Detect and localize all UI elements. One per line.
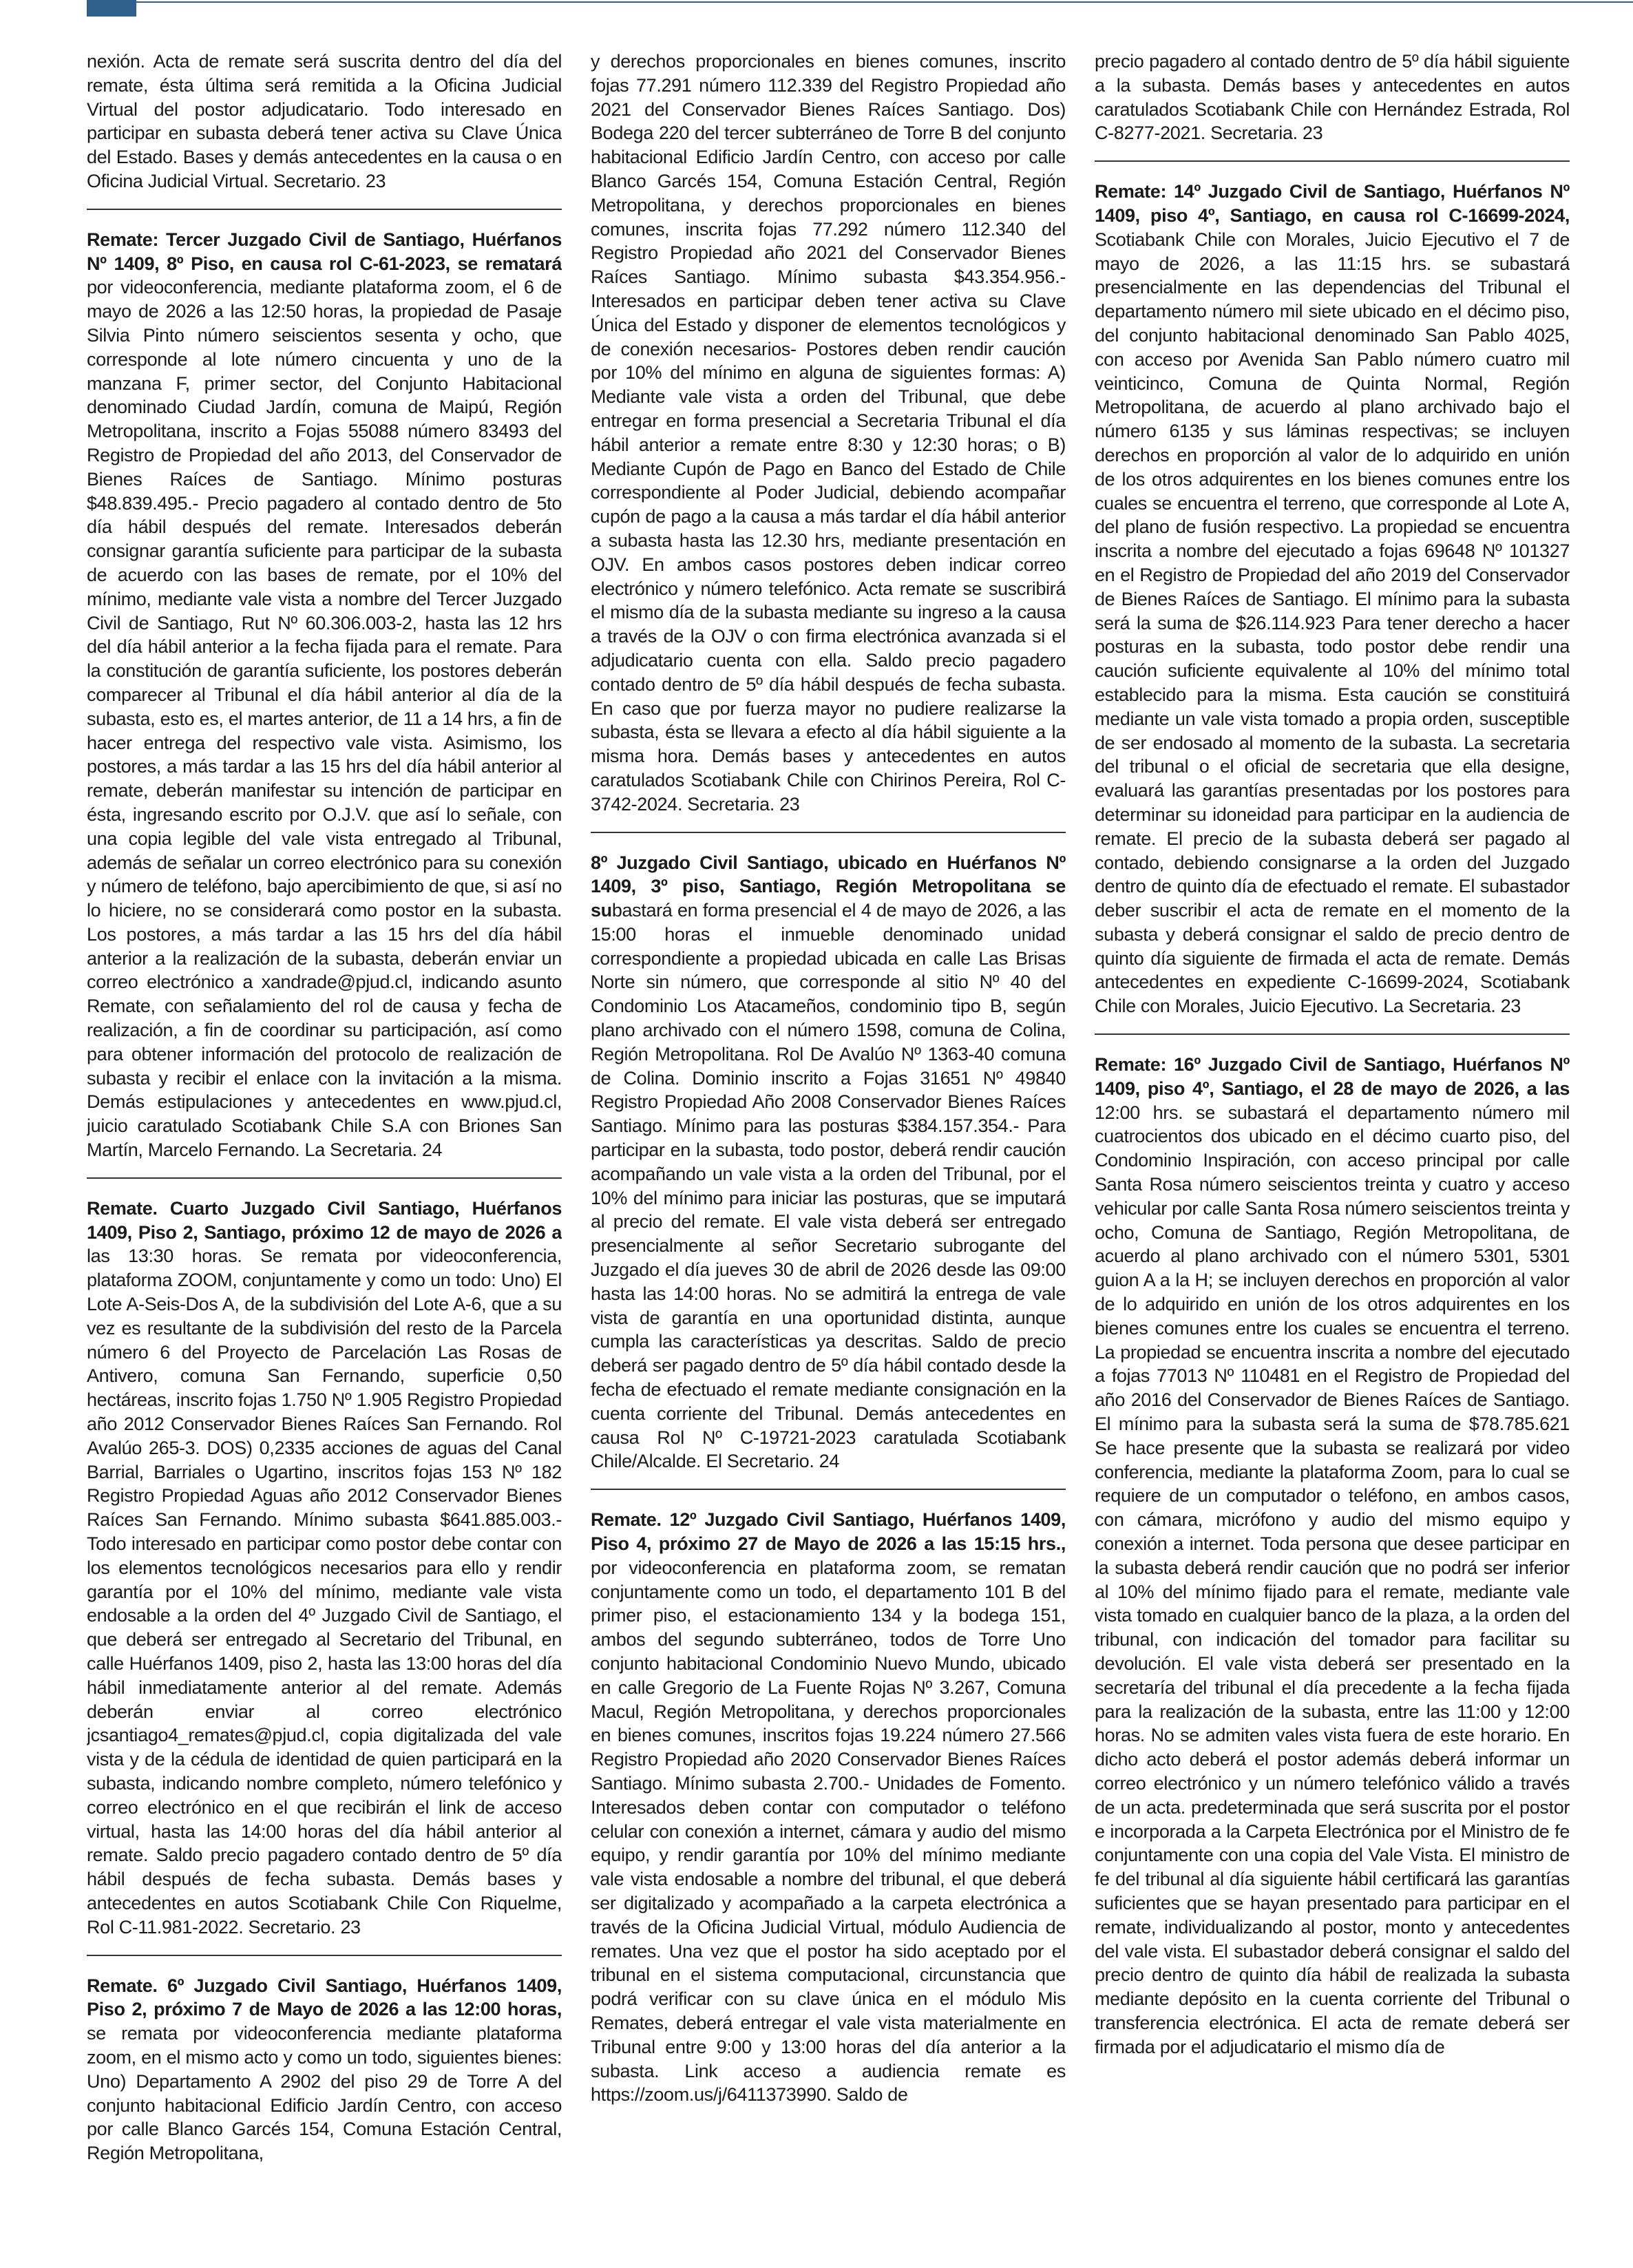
notice-body: nexión. Acta de remate será suscrita dentro del día del remate, ésta última será remitida a la Oficina Judicial Virtual del postor adjudicatario. Todo interesado en participar en subasta deberá tener activa su Clave Única del Estado. Bases y demás antecedentes en la causa o en Oficina Judicial Virtual. Secretario. 23 [87,51,562,191]
column-1 [87,50,562,2253]
notice-heading: Remate. 6º Juzgado Civil Santiago, Huérfanos 1409, Piso 2, próximo 7 de Mayo de 2026 a las 12:00 horas, [87,1975,562,2020]
notice-heading: Remate: Tercer Juzgado Civil de Santiago, Huérfanos Nº 1409, 8º Piso, en causa rol C-61-2023, se rematará [87,229,562,274]
column-2 [591,50,1066,2253]
notice-body: las 13:30 horas. Se remata por videoconferencia, plataforma ZOOM, conjuntamente y como un todo: Uno) El Lote A-Seis-Dos A, de la subdivisión del Lote A-6, que a su vez es resultante de la subdivisión del resto de la Parcela número 6 del Proyecto de Parcelación Las Rosas de Antivero, comuna San Fernando, superficie 0,50 hectáreas, inscrito fojas 1.750 Nº 1.905 Registro Propiedad año 2012 Conservador Bienes Raíces San Fernando. Rol Avalúo 265-3. DOS) 0,2335 acciones de aguas del Canal Barrial, Barriales o Ugartino, inscritos fojas 153 Nº 182 Registro Propiedad Aguas año 2012 Conservador Bienes Raíces San Fernando. Mínimo subasta $641.885.003.- Todo interesado en participar como postor debe contar con los elementos tecnológicos necesarios para ello y rendir garantía por el 10% del mínimo, mediante vale vista endosable a la orden del 4º Juzgado Civil de Santiago, el que deberá ser entregado al Secretario del Tribunal, en calle Huérfanos 1409, piso 2, hasta las 13:00 horas del día hábil inmediatamente anterior al del remate. Además deberán enviar al correo electrónico jcsantiago4_remates@pjud.cl, copia digitalizada del vale vista y de la cédula de identidad de quien participará en la subasta, indicando nombre completo, número telefónico y correo electrónico en el que recibirán el link de acceso virtual, hasta las 14:00 horas del día hábil anterior al remate. Saldo precio pagadero contado dentro de 5º día hábil después de fecha subasta. Demás bases y antecedentes en autos Scotiabank Chile Con Riquelme, Rol C-11.981-2022. Secretario. 23 [87,1246,562,1938]
column-3 [1095,50,1570,2253]
notice-heading: Remate. 12º Juzgado Civil Santiago, Huérfanos 1409, Piso 4, próximo 27 de Mayo de 2026 a las 15:15 hrs., [591,1509,1066,1555]
notice-separator [87,1177,562,1179]
notice-body: 12:00 hrs. se subastará el departamento número mil cuatrocientos dos ubicado en el décimo cuarto piso, del Condominio Inspiración, con acceso principal por calle Santa Rosa número seiscientos treinta y cuatro y acceso vehicular por calle Santa Rosa número seiscientos treinta y ocho, Comuna de Santiago, Región Metropolitana, de acuerdo al plano archivado con el número 5301, 5301 guion A a la H; se incluyen derechos en proporción al valor de lo adquirido en unión de los otros adquirentes en los bienes comunes entre los cuales se encuentra el terreno. La propiedad se encuentra inscrita a nombre del ejecutado a fojas 77013 Nº 110481 en el Registro de Propiedad del año 2016 del Conservador de Bienes Raíces de Santiago. El mínimo para la subasta será la suma de $78.785.621 Se hace presente que la subasta se realizará por video conferencia, mediante la plataforma Zoom, para lo cual se requiere de un computador o teléfono, en ambos casos, con cámara, micrófono y audio del mismo equipo y conexión a internet. Toda persona que desee participar en la subasta deberá rendir caución que no podrá ser inferior al 10% del mínimo fijado para el remate, mediante vale vista tomado en cualquier banco de la plaza, a la orden del tribunal, con indicación del tomador para facilitar su devolución. El vale vista deberá ser presentado en la secretaría del tribunal el día precedente a la fecha fijada para la realización de la subasta, entre las 11:00 y 12:00 horas. No se admiten vales vista fuera de este horario. En dicho acto deberá el postor además deberá informar un correo electrónico y un número telefónico válido a través de un acta. predeterminada que será suscrita por el postor e incorporada a la Carpeta Electrónica por el Ministro de fe conjuntamente con una copia del Vale Vista. El ministro de fe del tribunal al día siguiente hábil certificará las garantías suficientes que se hayan presentado para participar en el remate, individualizando al postor, monto y antecedentes del vale vista. El subastador deberá consignar el saldo del precio dentro de quinto día hábil de realizada la subasta mediante depósito en la cuenta corriente del Tribunal o transferencia electrónica. El acta de remate deberá ser firmada por el adjudicatario el mismo día de [1095,1102,1570,2057]
notice-cuarto-juzgado [87,1197,562,1940]
notice-body: se remata por videoconferencia mediante plataforma zoom, en el mismo acto y como un todo, siguientes bienes: Uno) Departamento A 2902 del piso 29 de Torre A del conjunto habitacional Edificio Jardín Centro, con acceso por calle Blanco Garcés 154, Comuna Estación Central, Región Metropolitana, [87,2023,562,2164]
notice-sexto-juzgado [87,1974,562,2165]
notice-separator [591,1489,1066,1490]
notice-separator [591,832,1066,833]
notice-heading: Remate. Cuarto Juzgado Civil Santiago, Huérfanos 1409, Piso 2, Santiago, próximo 12 de mayo de 2026 a [87,1197,562,1243]
notice-separator [1095,160,1570,162]
notice-tercer-juzgado [87,228,562,1162]
notice-decimosexto-juzgado [1095,1053,1570,2059]
notice-continuation [87,50,562,193]
notice-body: precio pagadero al contado dentro de 5º día hábil siguiente a la subasta. Demás bases y antecedentes en autos caratulados Scotiabank Chile con Hernández Estrada, Rol C-8277-2021. Secretaria. 23 [1095,51,1570,144]
notice-continuation [591,50,1066,817]
notice-continuation [1095,50,1570,145]
notice-separator [87,1955,562,1956]
notice-body: y derechos proporcionales en bienes comunes, inscrito fojas 77.291 número 112.339 del Registro Propiedad año 2021 del Conservador Bienes Raíces Santiago. Dos) Bodega 220 del tercer subterráneo de Torre B del conjunto habitacional Edificio Jardín Centro, con acceso por calle Blanco Garcés 154, Comuna Estación Central, Región Metropolitana, y derechos proporcionales en bienes comunes, inscrita fojas 77.292 número 112.340 del Registro Propiedad año 2021 del Conservador Bienes Raíces Santiago. Mínimo subasta $43.354.956.- Interesados en participar deben tener activa su Clave Única del Estado y disponer de elementos tecnológicos y de conexión necesarios- Postores deben rendir caución por 10% del mínimo en alguna de siguientes formas: A) Mediante vale vista a orden del Tribunal, que debe entregar en forma presencial a Secretaria Tribunal el día hábil anterior a remate entre 8:30 y 12:30 horas; o B) Mediante Cupón de Pago en Banco del Estado de Chile correspondiente al Poder Judicial, debiendo acompañar cupón de pago a la causa a más tardar el día hábil anterior a subasta hasta las 12.30 hrs, mediante presentación en OJV. En ambos casos postores deben indicar correo electrónico y número telefónico. Acta remate se suscribirá el mismo día de la subasta mediante su ingreso a la causa a través de la OJV o con firma electrónica avanzada si el adjudicatario cuenta con ella. Saldo precio pagadero contado dentro de 5º día hábil después de fecha subasta. En caso que por fuerza mayor no pudiere realizarse la subasta, ésta se llevara a efecto al día hábil siguiente a la misma hora. Demás bases y antecedentes en autos caratulados Scotiabank Chile con Chirinos Pereira, Rol C-3742-2024. Secretaria. 23 [591,51,1066,815]
notice-body: por videoconferencia en plataforma zoom, se rematan conjuntamente como un todo, el departamento 101 B del primer piso, el estacionamiento 134 y la bodega 151, ambos del segundo subterráneo, todos de Torre Uno conjunto habitacional Condominio Nuevo Mundo, ubicado en calle Gregorio de La Fuente Rojas Nº 3.267, Comuna Macul, Región Metropolitana, y derechos proporcionales en bienes comunes, inscritos fojas 19.224 número 27.566 Registro Propiedad año 2020 Conservador Bienes Raíces Santiago. Mínimo subasta 2.700.- Unidades de Fomento. Interesados deben contar con computador o teléfono celular con conexión a internet, cámara y audio del mismo equipo, y rendir garantía por 10% del mínimo mediante vale vista endosable a nombre del tribunal, el que deberá ser digitalizado y acompañado a la carpeta electrónica a través de la Oficina Judicial Virtual, módulo Audiencia de remates. Una vez que el postor ha sido aceptado por el tribunal en el sistema computacional, circunstancia que podrá verificar con su clave única en el módulo Mis Remates, deberá entregar el vale vista materialmente en Tribunal entre 9:00 y 13:00 horas del día anterior a la subasta. Link acceso a audiencia remate es https://zoom.us/j/6411373990. Saldo de [591,1557,1066,2106]
top-accent-block [87,0,136,17]
top-rule [0,0,1633,4]
notice-heading: 8º Juzgado Civil Santiago, ubicado en Huérfanos Nº 1409, 3º piso, Santiago, Región Metropolitana se su [591,852,1066,921]
notice-body: Scotiabank Chile con Morales, Juicio Ejecutivo el 7 de mayo de 2026, a las 11:15 hrs. se subastará presencialmente en las dependencias del Tribunal el departamento número mil siete ubicado en el décimo piso, del conjunto habitacional denominado San Pablo 4025, con acceso por Avenida San Pablo número cuatro mil veinticinco, Comuna de Quinta Normal, Región Metropolitana, de acuerdo al plano archivado bajo el número 6135 y sus láminas respectivas; se incluyen derechos en proporción al valor de lo adquirido en unión de los otros adquirentes en los bienes comunes entre los cuales se encuentra el terreno, que corresponde al Lote A, del plano de fusión respectivo. La propiedad se encuentra inscrita a nombre del ejecutado a fojas 69648 Nº 101327 en el Registro de Propiedad del año 2019 del Conservador de Bienes Raíces de Santiago. El mínimo para la subasta será la suma de $26.114.923 Para tener derecho a hacer posturas en la subasta, todo postor debe rendir una caución suficiente equivalente al 10% del mínimo total establecido para la misma. Esta caución se constituirá mediante un vale vista tomado a propia orden, susceptible de ser endosado al momento de la subasta. La secretaria del tribunal o el oficial de secretaria que ella designe, evaluará las garantías presentadas por los postores para determinar su idoneidad para participar en la audiencia de remate. El precio de la subasta deberá ser pagado al contado, debiendo consignarse a la orden del Juzgado dentro de quinto día de efectuado el remate. El subastador deber suscribir el acta de remate en el momento de la subasta y deberá consignar el saldo de precio dentro de quinto día siguiente de firmada el acta de remate. Demás antecedentes en expediente C-16699-2024, Scotiabank Chile con Morales, Juicio Ejecutivo. La Secretaria. 23 [1095,229,1570,1017]
notice-body: bastará en forma presencial el 4 de mayo de 2026, a las 15:00 horas el inmueble denominado unidad correspondiente a propiedad ubicada en calle Las Brisas Norte sin número, que corresponde al sitio Nº 40 del Condominio Los Atacameños, condominio tipo B, según plano archivado con el número 1598, comuna de Colina, Región Metropolitana. Rol De Avalúo Nº 1363-40 comuna de Colina. Dominio inscrito a Fojas 31651 Nº 49840 Registro Propiedad Año 2008 Conservador Bienes Raíces Santiago. Mínimo para las posturas $384.157.354.- Para participar en la subasta, todo postor, deberá rendir caución acompañando un vale vista a la orden del Tribunal, por el 10% del mínimo para iniciar las posturas, que se imputará al precio del remate. El vale vista deberá ser entregado presencialmente al señor Secretario subrogante del Juzgado el día jueves 30 de abril de 2026 desde las 09:00 hasta las 14:00 horas. No se admitirá la entrega de vale vista de garantía en una oportunidad distinta, aunque cumpla las características ya descritas. Saldo de precio deberá ser pagado dentro de 5º día hábil contado desde la fecha de efectuado el remate mediante consignación en la cuenta corriente del Tribunal. Demás antecedentes en causa Rol Nº C-19721-2023 caratulada Scotiabank Chile/Alcalde. El Secretario. 24 [591,900,1066,1472]
notice-decimocuarto-juzgado [1095,180,1570,1018]
notice-separator [87,209,562,210]
notice-separator [1095,1033,1570,1035]
notice-duodecimo-juzgado [591,1508,1066,2107]
top-line [136,1,1633,3]
notice-octavo-juzgado [591,851,1066,1474]
notice-body: por videoconferencia, mediante plataforma zoom, el 6 de mayo de 2026 a las 12:50 horas, la propiedad de Pasaje Silvia Pinto número seiscientos sesenta y ocho, que corresponde al lote número cincuenta y uno de la manzana F, primer sector, del Conjunto Habitacional denominado Ciudad Jardín, comuna de Maipú, Región Metropolitana, inscrito a Fojas 55088 número 83493 del Registro de Propiedad del año 2013, del Conservador de Bienes Raíces de Santiago. Mínimo posturas $48.839.495.- Precio pagadero al contado dentro de 5to día hábil después del remate. Interesados deberán consignar garantía suficiente para participar de la subasta de acuerdo con las bases de remate, por el 10% del mínimo, mediante vale vista a nombre del Tercer Juzgado Civil de Santiago, Rut Nº 60.306.003-2, hasta las 12 hrs del día hábil anterior a la fecha fijada para el remate. Para la constitución de garantía suficiente, los postores deberán comparecer al Tribunal el día hábil anterior al día de la subasta, esto es, el martes anterior, de 11 a 14 hrs, a fin de hacer entrega del respectivo vale vista. Asimismo, los postores, a más tardar a las 15 hrs del día hábil anterior al remate, deberán manifestar su intención de participar en ésta, ingresando escrito por O.J.V. que así lo señale, con una copia legible del vale vista entregado al Tribunal, además de señalar un correo electrónico para su conexión y número de teléfono, bajo apercibimiento de que, si así no lo hiciere, no se considerará como postor en la subasta. Los postores, a más tardar a las 15 hrs del día hábil anterior a la realización de la subasta, deberán enviar un correo electrónico a xandrade@pjud.cl, indicando asunto Remate, con señalamiento del rol de causa y fecha de realización, a fin de coordinar su participación, así como para obtener información del protocolo de realización de subasta y recibir el enlace con la invitación a la misma. Demás estipulaciones y antecedentes en www.pjud.cl, juicio caratulado Scotiabank Chile S.A con Briones San Martín, Marcelo Fernando. La Secretaria. 24 [87,277,562,1161]
notice-heading: Remate: 14º Juzgado Civil de Santiago, Huérfanos Nº 1409, piso 4º, Santiago, en causa rol C-16699-2024, [1095,181,1570,226]
notice-heading: Remate: 16º Juzgado Civil de Santiago, Huérfanos Nº 1409, piso 4º, Santiago, el 28 de mayo de 2026, a las [1095,1054,1570,1099]
